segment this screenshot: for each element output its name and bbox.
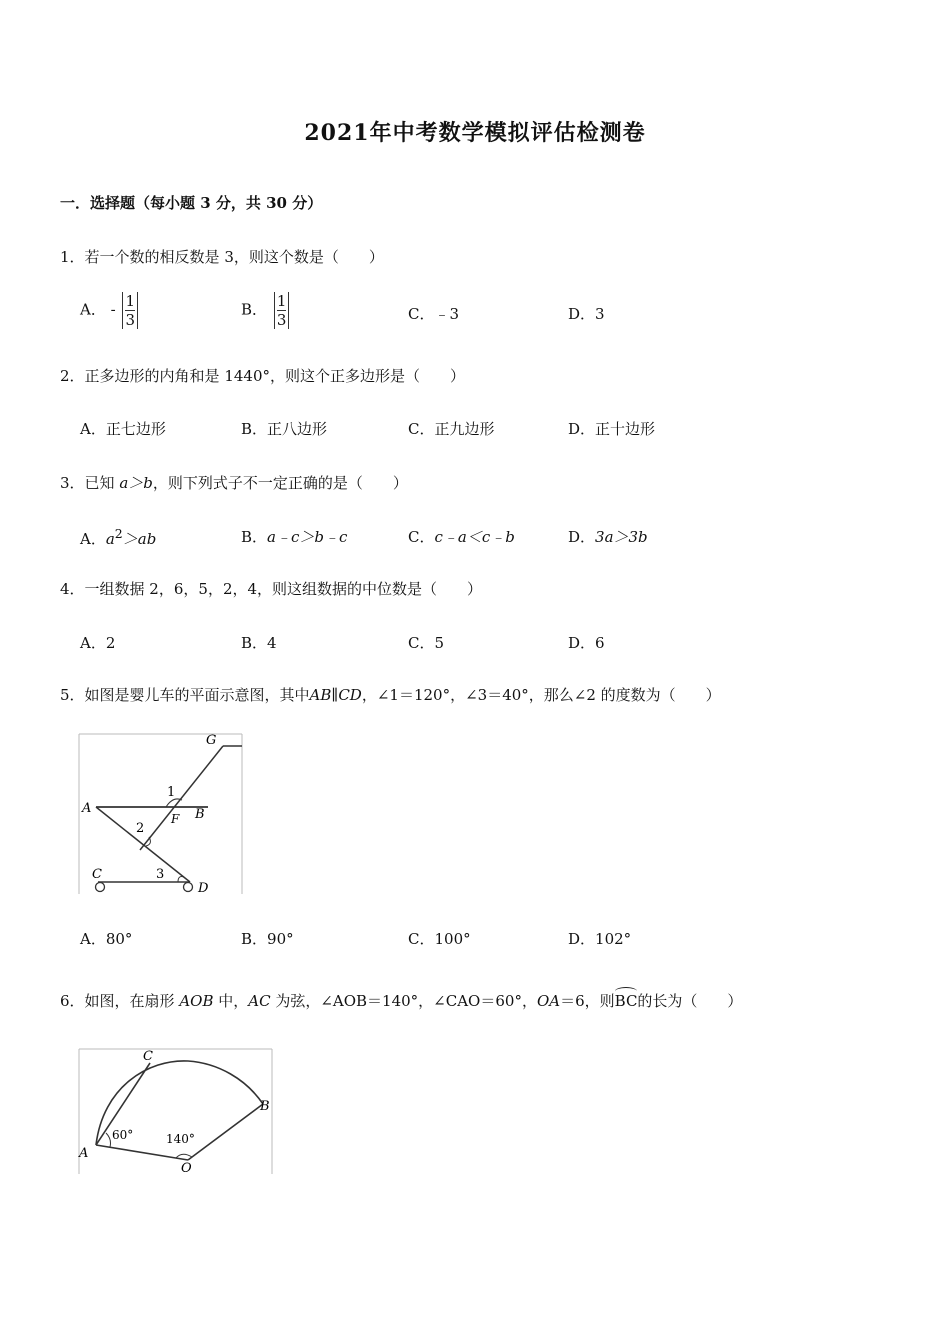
question-4-option-c: C．5 [408, 634, 445, 652]
stem-text: ，∠1＝120°，∠3＝40°，那么∠2 的度数为（ ） [361, 686, 721, 704]
option-label: A． [80, 530, 106, 548]
question-2-option-d: D．正十边形 [568, 420, 656, 438]
label-angle-3: 3 [156, 867, 165, 882]
label-b: B [260, 1099, 270, 1114]
stem-text: 3．已知 [60, 474, 120, 492]
math-expr: ＞ab [122, 530, 157, 548]
stem-math: AOB [179, 992, 214, 1010]
question-3-option-b [241, 526, 347, 547]
question-4-option-a: A．2 [80, 634, 116, 652]
page-title: 2021年中考数学模拟评估检测卷 [304, 120, 646, 146]
denominator: 3 [125, 311, 136, 329]
option-label: C． [408, 528, 435, 546]
question-2-option-c: C．正九边形 [408, 420, 495, 438]
label-d: D [198, 881, 209, 895]
exponent: 2 [114, 526, 123, 541]
question-2-option-a: A．正七边形 [80, 420, 166, 438]
math-expr: a [105, 530, 115, 548]
radius-ob [188, 1104, 263, 1160]
option-label: B． [241, 300, 268, 319]
label-g: G [206, 733, 217, 748]
option-label: A． [80, 300, 106, 319]
section-heading-choice: 一．选择题（每小题 3 分，共 30 分） [60, 194, 323, 212]
question-5-option-d: D．102° [568, 930, 632, 948]
question-3-option-c [408, 526, 515, 547]
stem-text: 为弦，∠AOB＝140°，∠CAO＝60°， [270, 992, 537, 1010]
question-4-option-b: B．4 [241, 634, 277, 652]
question-5-option-c: C．100° [408, 930, 471, 948]
math-expr: 3a＞3b [595, 528, 648, 546]
label-c: C [92, 867, 102, 882]
math-expr: c﹣a＜c﹣b [434, 528, 515, 546]
stem-text: 5．如图是婴儿车的平面示意图，其中 [60, 686, 310, 704]
label-angle-2: 2 [136, 821, 145, 836]
label-b: B [195, 807, 205, 822]
question-2-option-b: B．正八边形 [241, 420, 328, 438]
label-angle-1: 1 [167, 785, 176, 800]
label-c: C [143, 1049, 153, 1064]
stem-math: OA [536, 992, 561, 1010]
radius-oa [96, 1145, 188, 1160]
question-2-stem: 2．正多边形的内角和是 1440°，则这个正多边形是（ ） [60, 367, 465, 385]
question-4-option-d: D．6 [568, 634, 605, 652]
question-1-option-b [241, 292, 291, 329]
numerator: 1 [125, 292, 136, 310]
question-6-figure [78, 1047, 273, 1175]
option-label: D． [568, 528, 596, 546]
stem-text: 6．如图，在扇形 [60, 992, 180, 1010]
question-5-stem [60, 684, 721, 705]
stem-text: 的长为（ ） [637, 992, 743, 1010]
question-5-option-b: B．90° [241, 930, 294, 948]
wheel-c [96, 883, 105, 892]
fraction [122, 292, 138, 329]
question-4-stem: 4．一组数据 2，6，5，2，4，则这组数据的中位数是（ ） [60, 580, 483, 598]
question-1-option-d: D．3 [568, 305, 605, 323]
line-gf [140, 746, 223, 850]
stem-text: 中， [213, 992, 249, 1010]
fraction [274, 292, 290, 329]
math-expr: a﹣c＞b﹣c [267, 528, 348, 546]
question-3-option-d [568, 526, 648, 547]
label-o: O [181, 1161, 192, 1175]
label-angle-140: 140° [166, 1132, 195, 1146]
label-a: A [79, 1146, 89, 1161]
arc-bc: BC [614, 992, 638, 1010]
minus-sign: - [110, 300, 116, 319]
angle-o-arc [176, 1154, 192, 1158]
question-1-option-a [80, 292, 140, 329]
stroller-diagram [78, 732, 243, 895]
question-1-stem: 1．若一个数的相反数是 3，则这个数是（ ） [60, 248, 384, 266]
label-a: A [82, 801, 92, 816]
question-3-option-a [80, 526, 156, 549]
question-5-option-a: A．80° [80, 930, 133, 948]
stem-text: ，则下列式子不一定正确的是（ ） [152, 474, 408, 492]
label-angle-60: 60° [112, 1128, 134, 1142]
stem-math: AB∥CD [309, 686, 362, 704]
question-6-stem [60, 990, 742, 1011]
question-3-stem [60, 472, 408, 493]
question-5-figure [78, 732, 243, 895]
angle-a-arc [106, 1133, 111, 1147]
question-1-option-c: C．﹣3 [408, 305, 460, 323]
label-f: F [171, 812, 180, 826]
wheel-d [184, 883, 193, 892]
denominator: 3 [276, 311, 287, 329]
numerator: 1 [276, 292, 287, 310]
option-label: B． [241, 528, 268, 546]
sector-diagram [78, 1047, 273, 1175]
stem-text: ＝6，则 [560, 992, 615, 1010]
stem-math: AC [248, 992, 271, 1010]
stem-math: a＞b [119, 474, 153, 492]
